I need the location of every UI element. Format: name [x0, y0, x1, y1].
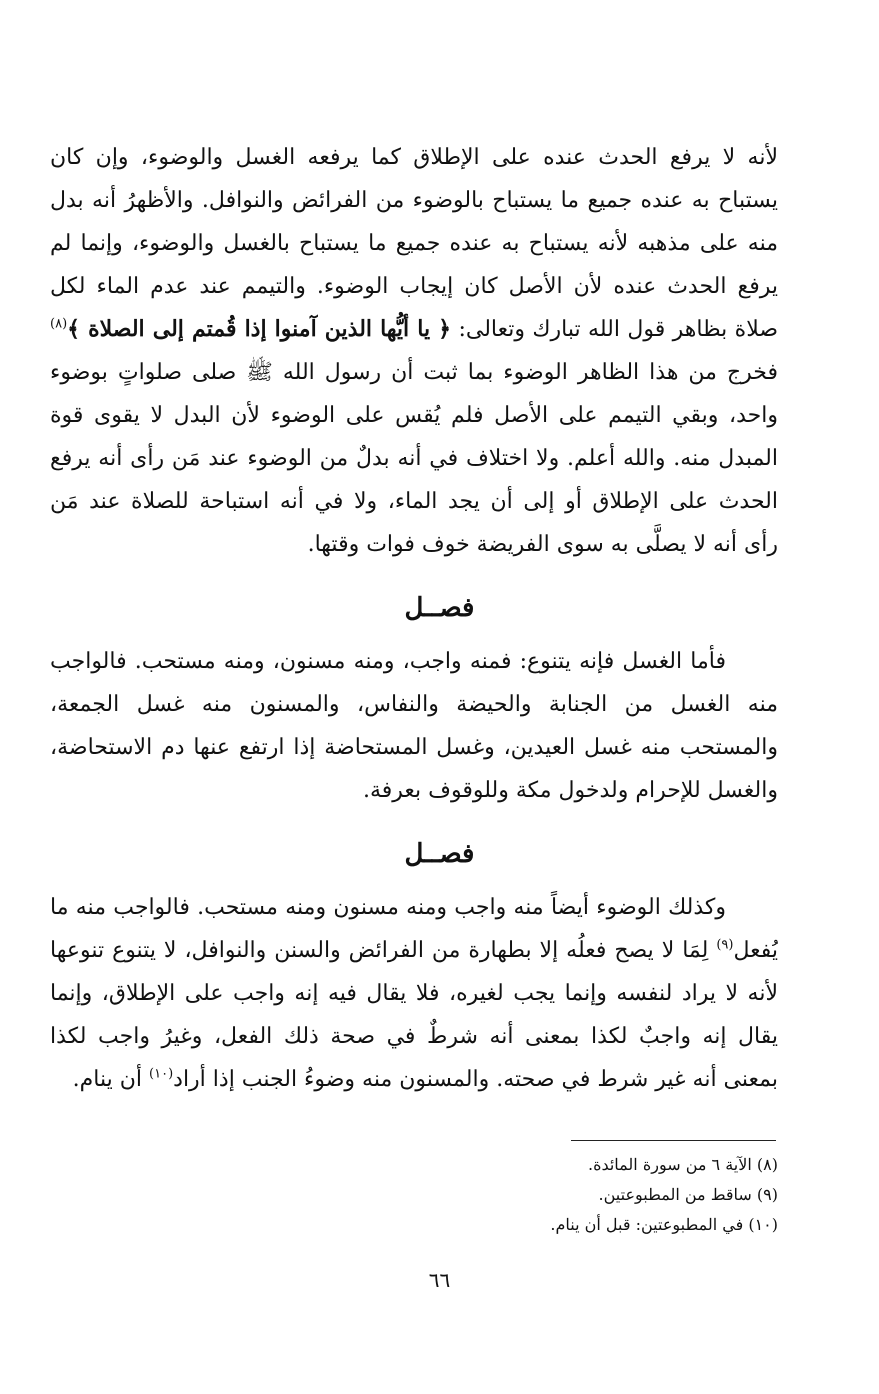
- page-number: ٦٦: [428, 1268, 451, 1292]
- footnote-marker: (٨): [50, 316, 68, 332]
- footnote: (١٠) في المطبوعتين: قبل أن ينام.: [550, 1215, 778, 1234]
- text-line: وكذلك الوضوء أيضاً منه واجب ومنه مسنون ومنه مستحب. فالواجب منه ما: [50, 895, 726, 920]
- text-line-with-footnote: [50, 929, 778, 972]
- text-line: لأنه لا يرفع الحدث عنده على الإطلاق كما يرفعه الغسل والوضوء، وإن كان: [50, 145, 778, 170]
- text-line: لأنه لا يراد لنفسه وإنما يجب لغيره، فلا يقال فيه إنه واجب على الإطلاق، وإنما: [50, 981, 778, 1006]
- footnote: (٨) الآية ٦ من سورة المائدة.: [587, 1155, 778, 1174]
- quran-verse: ﴿ يا أيُّها الذين آمنوا إذا قُمتم إلى الصلاة ﴾: [67, 316, 452, 342]
- text-line: والغسل للإحرام ولدخول مكة وللوقوف بعرفة.: [362, 778, 778, 803]
- paragraph-tayammum: [50, 136, 778, 566]
- paragraph-ghusl: [50, 640, 778, 812]
- section-heading: فصــل: [404, 593, 475, 623]
- text-line: يقال إنه واجبٌ لكذا بمعنى أنه شرطٌ في صحة ذلك الفعل، وغيرُ واجب لكذا: [50, 1024, 778, 1049]
- text-line: رأى أنه لا يصلَّى به سوى الفريضة خوف فوات وقتها.: [307, 532, 778, 557]
- text-line: فخرج من هذا الظاهر الوضوء بما ثبت أن رسول الله ﷺ صلى صلواتٍ بوضوء: [50, 360, 778, 385]
- text-line: منه على مذهبه لأنه يستباح به عنده جميع ما يستباح بالغسل والوضوء، وإنما لم: [50, 231, 778, 256]
- text-line: المبدل منه. والله أعلم. ولا اختلاف في أنه بدلٌ من الوضوء عند مَن رأى أنه يرفع: [50, 446, 778, 471]
- text-line-with-quran-verse: [50, 308, 778, 351]
- text-line: يرفع الحدث عنده لأن الأصل كان إيجاب الوضوء. والتيمم عند عدم الماء لكل: [50, 274, 778, 299]
- footnote: (٩) ساقط من المطبوعتين.: [598, 1185, 778, 1204]
- text-line-with-footnote: [50, 1058, 778, 1101]
- footnote-marker: (١٠): [149, 1066, 174, 1082]
- text-line: والمستحب منه غسل العيدين، وغسل المستحاضة إذا ارتفع عنها دم الاستحاضة،: [50, 735, 778, 760]
- footnote-marker: (٩): [716, 937, 734, 953]
- text-line: منه الغسل من الجنابة والحيضة والنفاس، والمسنون منه غسل الجمعة،: [50, 692, 778, 717]
- text-span: لِمَا لا يصح فعلُه إلا بطهارة من الفرائض والسنن والنوافل، لا يتنوع تنوعها: [50, 938, 717, 963]
- footnotes: [450, 1150, 778, 1240]
- text-span: صلاة بظاهر قول الله تبارك وتعالى:: [451, 317, 778, 342]
- text-span: بمعنى أنه غير شرط في صحته. والمسنون منه وضوءُ الجنب إذا أراد: [173, 1067, 778, 1092]
- text-line: واحد، وبقي التيمم على الأصل فلم يُقس على الوضوء لأن البدل لا يقوى قوة: [50, 403, 778, 428]
- text-line: الحدث على الإطلاق أو إلى أن يجد الماء، ولا في أنه استباحة للصلاة عند مَن: [50, 489, 778, 514]
- text-line: فأما الغسل فإنه يتنوع: فمنه واجب، ومنه مسنون، ومنه مستحب. فالواجب: [50, 649, 726, 674]
- footnote-divider: [571, 1140, 776, 1141]
- text-line: يستباح به عنده جميع ما يستباح بالوضوء من الفرائض والنوافل. والأظهرُ أنه بدل: [50, 188, 778, 213]
- text-span: يُفعل: [733, 938, 778, 963]
- paragraph-wudu: [50, 886, 778, 1101]
- text-span: أن ينام.: [72, 1067, 150, 1092]
- section-heading: فصــل: [404, 839, 475, 869]
